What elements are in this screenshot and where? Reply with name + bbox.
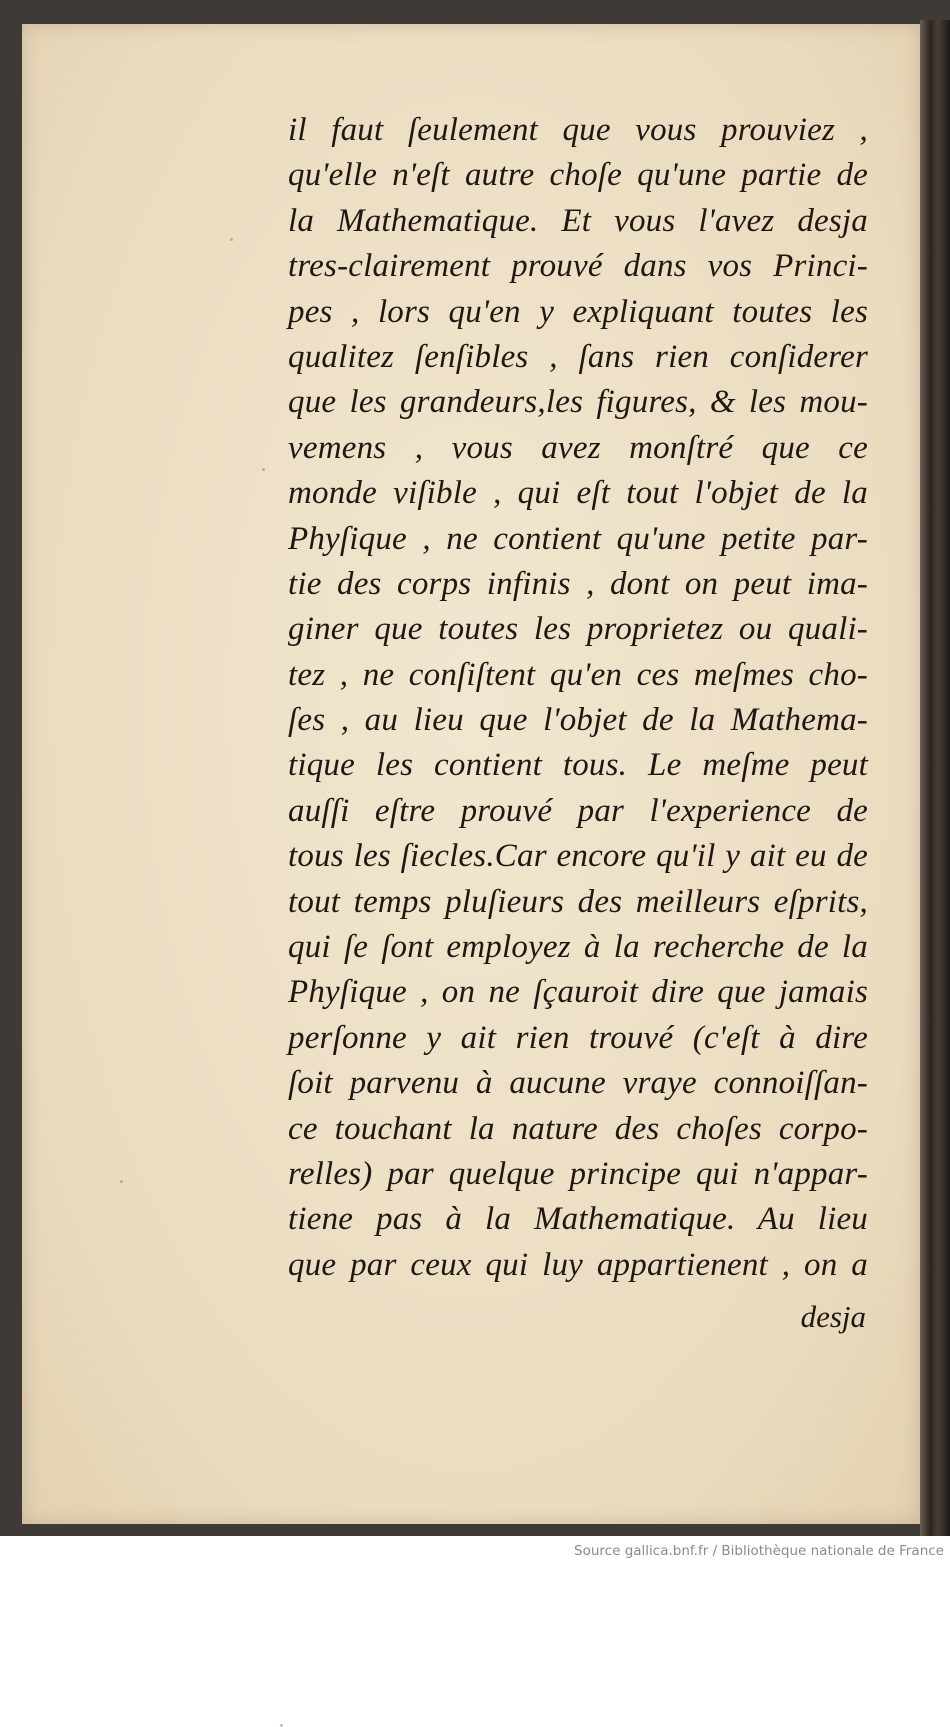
text-line: tiene pas à la Mathematique. Au lieu [288, 1201, 868, 1238]
text-line: giner que toutes les proprietez ou quali- [288, 611, 868, 648]
text-line: il faut ſeulement que vous prouviez , [288, 112, 868, 148]
text-line: ſoit parvenu à aucune vraye connoiſſan- [288, 1065, 868, 1102]
text-line: perſonne y ait rien trouvé (c'eſt à dire [288, 1019, 868, 1056]
text-line: tique les contient tous. Le meſme peut [288, 747, 868, 784]
body-text [288, 108, 868, 1288]
text-line: que les grandeurs,les figures, & les mou- [288, 384, 868, 421]
text-line: Phyſique , on ne ſçauroit dire que jamais [288, 974, 868, 1011]
text-line: auſſi eſtre prouvé par l'experience de [288, 792, 868, 829]
paper-speck [262, 468, 265, 471]
text-line: pes , lors qu'en y expliquant toutes les [288, 293, 868, 330]
text-line: tres-clairement prouvé dans vos Princi- [288, 248, 868, 285]
text-line: tez , ne conſiſtent qu'en ces meſmes cho- [288, 656, 868, 693]
book-spine [920, 20, 950, 1536]
text-line: Phyſique , ne contient qu'une petite par- [288, 520, 868, 557]
text-line: vemens , vous avez monſtré que ce [288, 429, 868, 466]
text-line: monde viſible , qui eſt tout l'objet de la [288, 475, 868, 512]
paper-speck [120, 1180, 123, 1183]
text-line: qu'elle n'eſt autre choſe qu'une partie de [288, 157, 868, 194]
text-line: tous les ſiecles.Car encore qu'il y ait eu de [288, 838, 868, 875]
text-line: ſes , au lieu que l'objet de la Mathema- [288, 702, 868, 739]
text-line: tie des corps infinis , dont on peut ima- [288, 565, 868, 602]
text-line: que par ceux qui luy appartienent , on a [288, 1246, 868, 1283]
catchword: desja [800, 1299, 866, 1334]
source-attribution: Source gallica.bnf.fr / Bibliothèque nationale de France [574, 1543, 944, 1559]
text-line: tout temps pluſieurs des meilleurs eſprits, [288, 883, 868, 920]
text-line: qualitez ſenſibles , ſans rien conſiderer [288, 338, 868, 375]
text-line: ce touchant la nature des choſes corpo- [288, 1110, 868, 1147]
paper-speck [230, 238, 233, 241]
text-line: relles) par quelque principe qui n'appar- [288, 1155, 868, 1192]
text-line: la Mathematique. Et vous l'avez desja [288, 202, 868, 239]
text-line: qui ſe ſont employez à la recherche de la [288, 929, 868, 966]
